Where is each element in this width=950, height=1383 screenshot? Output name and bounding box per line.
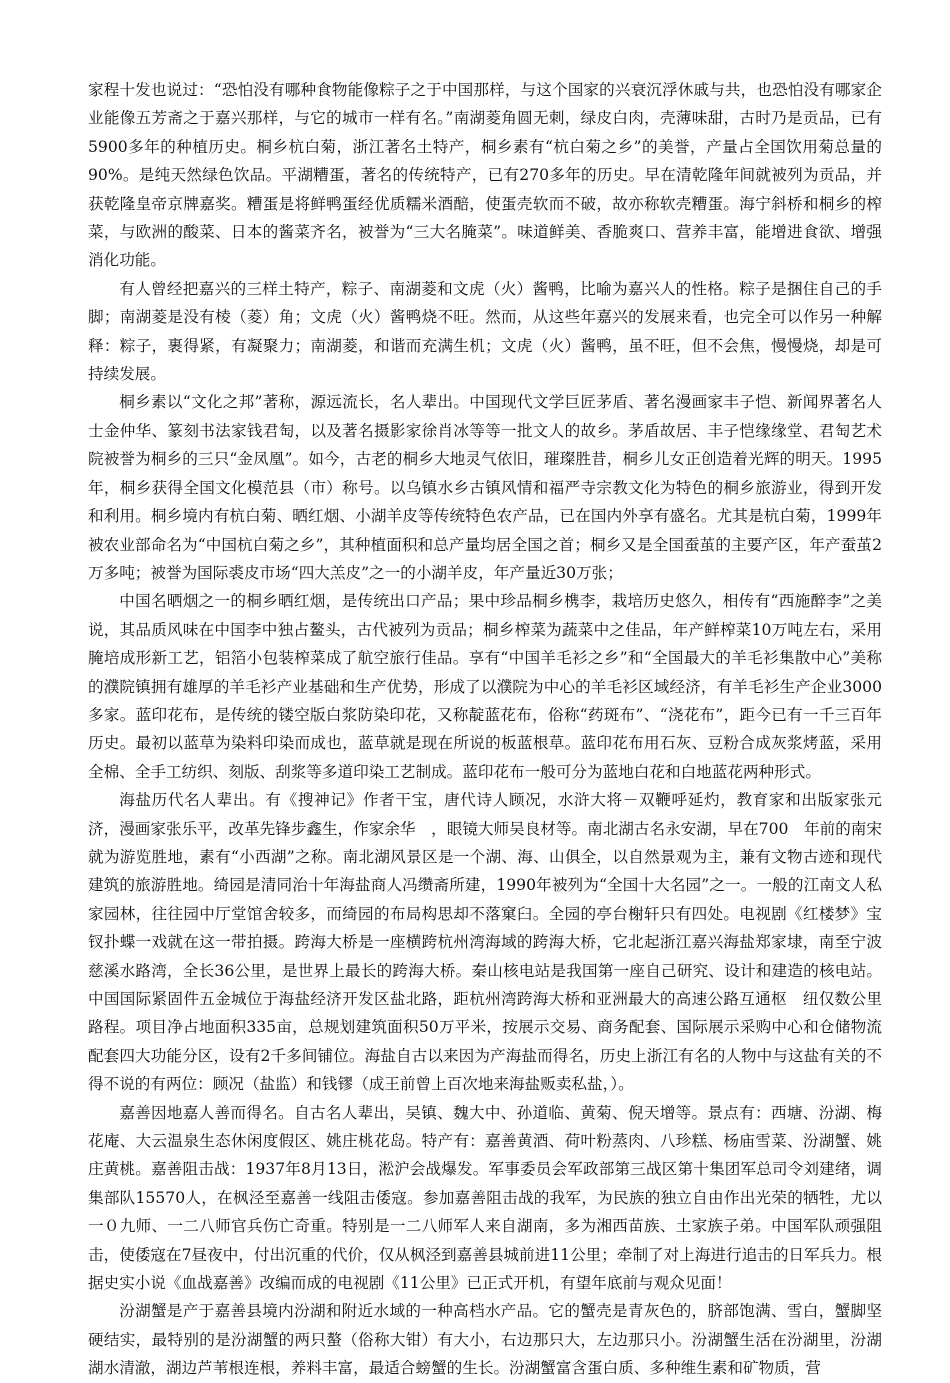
paragraph-tongxiang-products: 中国名晒烟之一的桐乡晒红烟，是传统出口产品；果中珍品桐乡槜李，栽培历史悠久，相传有“西施醉李”之美说，其品质风味在中国李中独占鳌头，古代被列为贡品；桐乡榨菜为蔬菜中之佳品，年产鲜榨菜10万吨左右，采用腌培成形新工艺，铝箔小包装榨菜成了航空旅行佳品。享有“中国羊毛衫之乡”和“全国最大的羊毛衫集散中心”美称的濮院镇拥有雄厚的羊毛衫产业基础和生产优势，形成了以濮院为中心的羊毛衫区域经济，有羊毛衫生产企业3000多家。蓝印花布，是传统的镂空版白浆防染印花，又称靛蓝花布，俗称“药斑布”、“浇花布”，距今已有一千三百年历史。最初以蓝草为染料印染而成也，蓝草就是现在所说的板蓝根草。蓝印花布用石灰、豆粉合成灰浆烤蓝，采用全棉、全手工纺织、刻版、刮浆等多道印染工艺制成。蓝印花布一般可分为蓝地白花和白地蓝花两种形式。 — [88, 592, 882, 781]
paragraph-haiyan: 海盐历代名人辈出。有《搜神记》作者干宝，唐代诗人顾况，水浒大将－双鞭呼延灼，教育家和出版家张元济，漫画家张乐平，改革先锋步鑫生，作家余华 ，眼镜大师吴良材等。南北湖古名永安湖，早在700 年前的南宋就为游览胜地，素有“小西湖”之称。南北湖风景区是一个湖、海、山俱全，以自然景观为主，兼有文物古迹和现代建筑的旅游胜地。绮园是清同治十年海盐商人冯缵斋所建，1990年被列为“全国十大名园”之一。一般的江南文人私家园林，往往园中厅堂馆舍较多，而绮园的布局构思却不落窠臼。全园的亭台榭轩只有四处。电视剧《红楼梦》宝钗扑蝶一戏就在这一带拍摄。跨海大桥是一座横跨杭州湾海域的跨海大桥，它北起浙江嘉兴海盐郑家埭，南至宁波慈溪水路湾，全长36公里，是世界上最长的跨海大桥。秦山核电站是我国第一座自己研究、设计和建造的核电站。中国国际紧固件五金城位于海盐经济开发区盐北路，距杭州湾跨海大桥和亚洲最大的高速公路互通枢 纽仅数公里路程。项目净占地面积335亩，总规划建筑面积50万平米，按展示交易、商务配套、国际展示采购中心和仓储物流配套四大功能分区，设有2千多间铺位。海盐自古以来因为产海盐而得名，历史上浙江有名的人物中与这盐有关的不得不说的有两位：顾况（盐监）和钱镠（成王前曾上百次地来海盐贩卖私盐，）。 — [88, 791, 882, 1094]
paragraph-jiaxing-character: 有人曾经把嘉兴的三样土特产，粽子、南湖菱和文虎（火）酱鸭，比喻为嘉兴人的性格。粽子是捆住自己的手脚；南湖菱是没有棱（菱）角；文虎（火）酱鸭烧不旺。然而，从这些年嘉兴的发展来看，也完全可以作另一种解释：粽子，裹得紧，有凝聚力；南湖菱，和谐而充满生机；文虎（火）酱鸭，虽不旺，但不会焦，慢慢烧，却是可持续发展。 — [88, 279, 882, 384]
paragraph-jiashan: 嘉善因地嘉人善而得名。自古名人辈出，吴镇、魏大中、孙道临、黄菊、倪天增等。景点有：西塘、汾湖、梅花庵、大云温泉生态休闲度假区、姚庄桃花岛。特产有：嘉善黄酒、荷叶粉蒸肉、八珍糕、杨庙雪菜、汾湖蟹、姚庄黄桃。嘉善阻击战：1937年8月13日，淞沪会战爆发。军事委员会军政部第三战区第十集团军总司令刘建绪，调集部队15570人，在枫泾至嘉善一线阻击倭寇。参加嘉善阻击战的我军，为民族的独立自由作出光荣的牺牲，尤以一０九师、一二八师官兵伤亡奇重。特别是一二八师军人来自湖南，多为湘西苗族、土家族子弟。中国军队顽强阻击，使倭寇在7昼夜中，付出沉重的代价，仅从枫泾到嘉善县城前进11公里；牵制了对上海进行追击的日军兵力。根据史实小说《血战嘉善》改编而成的电视剧《11公里》已正式开机，有望年底前与观众见面！ — [88, 1103, 882, 1293]
paragraph-zongzi-specialties: 家程十发也说过：“恐怕没有哪种食物能像粽子之于中国那样，与这个国家的兴衰沉浮休戚与共，也恐怕没有哪家企业能像五芳斋之于嘉兴那样，与它的城市一样有名。”南湖菱角圆无刺，绿皮白肉，壳薄味甜，古时乃是贡品，已有5900多年的种植历史。桐乡杭白菊，浙江著名土特产，桐乡素有“杭白菊之乡”的美誉，产量占全国饮用菊总量的90%。是纯天然绿色饮品。平湖糟蛋，著名的传统特产，已有270多年的历史。早在清乾隆年间就被列为贡品，并获乾隆皇帝京牌嘉奖。糟蛋是将鲜鸭蛋经优质糯米酒醅，使蛋壳软而不破，故亦称软壳糟蛋。海宁斜桥和桐乡的榨菜，与欧洲的酸菜、日本的酱菜齐名，被誉为“三大名腌菜”。味道鲜美、香脆爽口、营养丰富，能增进食欲、增强消化功能。 — [88, 81, 882, 270]
document-page — [88, 76, 882, 1383]
paragraph-fenhu-crab: 汾湖蟹是产于嘉善县境内汾湖和附近水域的一种高档水产品。它的蟹壳是青灰色的，脐部饱满、雪白，蟹脚坚硬结实，最特别的是汾湖蟹的两只螯（俗称大钳）有大小，右边那只大，左边那只小。汾湖蟹生活在汾湖里，汾湖湖水清澈，湖边芦苇根连根，养料丰富，最适合螃蟹的生长。汾湖蟹富含蛋白质、多种维生素和矿物质，营 — [88, 1302, 882, 1378]
paragraph-tongxiang-culture: 桐乡素以“文化之邦”著称，源远流长，名人辈出。中国现代文学巨匠茅盾、著名漫画家丰子恺、新闻界著名人士金仲华、篆刻书法家钱君匋，以及著名摄影家徐肖冰等等一批文人的故乡。茅盾故居、丰子恺缘缘堂、君匋艺术院被誉为桐乡的三只“金凤凰”。如今，古老的桐乡大地灵气依旧，璀璨胜昔，桐乡儿女正创造着光辉的明天。1995年，桐乡获得全国文化模范县（市）称号。以乌镇水乡古镇风情和福严寺宗教文化为特色的桐乡旅游业，得到开发和利用。桐乡境内有杭白菊、晒红烟、小湖羊皮等传统特色农产品，已在国内外享有盛名。尤其是杭白菊，1999年被农业部命名为“中国杭白菊之乡”，其种植面积和总产量均居全国之首；桐乡又是全国蚕茧的主要产区，年产蚕茧2万多吨；被誉为国际裘皮市场“四大羔皮”之一的小湖羊皮，年产量近30万张； — [88, 393, 882, 582]
